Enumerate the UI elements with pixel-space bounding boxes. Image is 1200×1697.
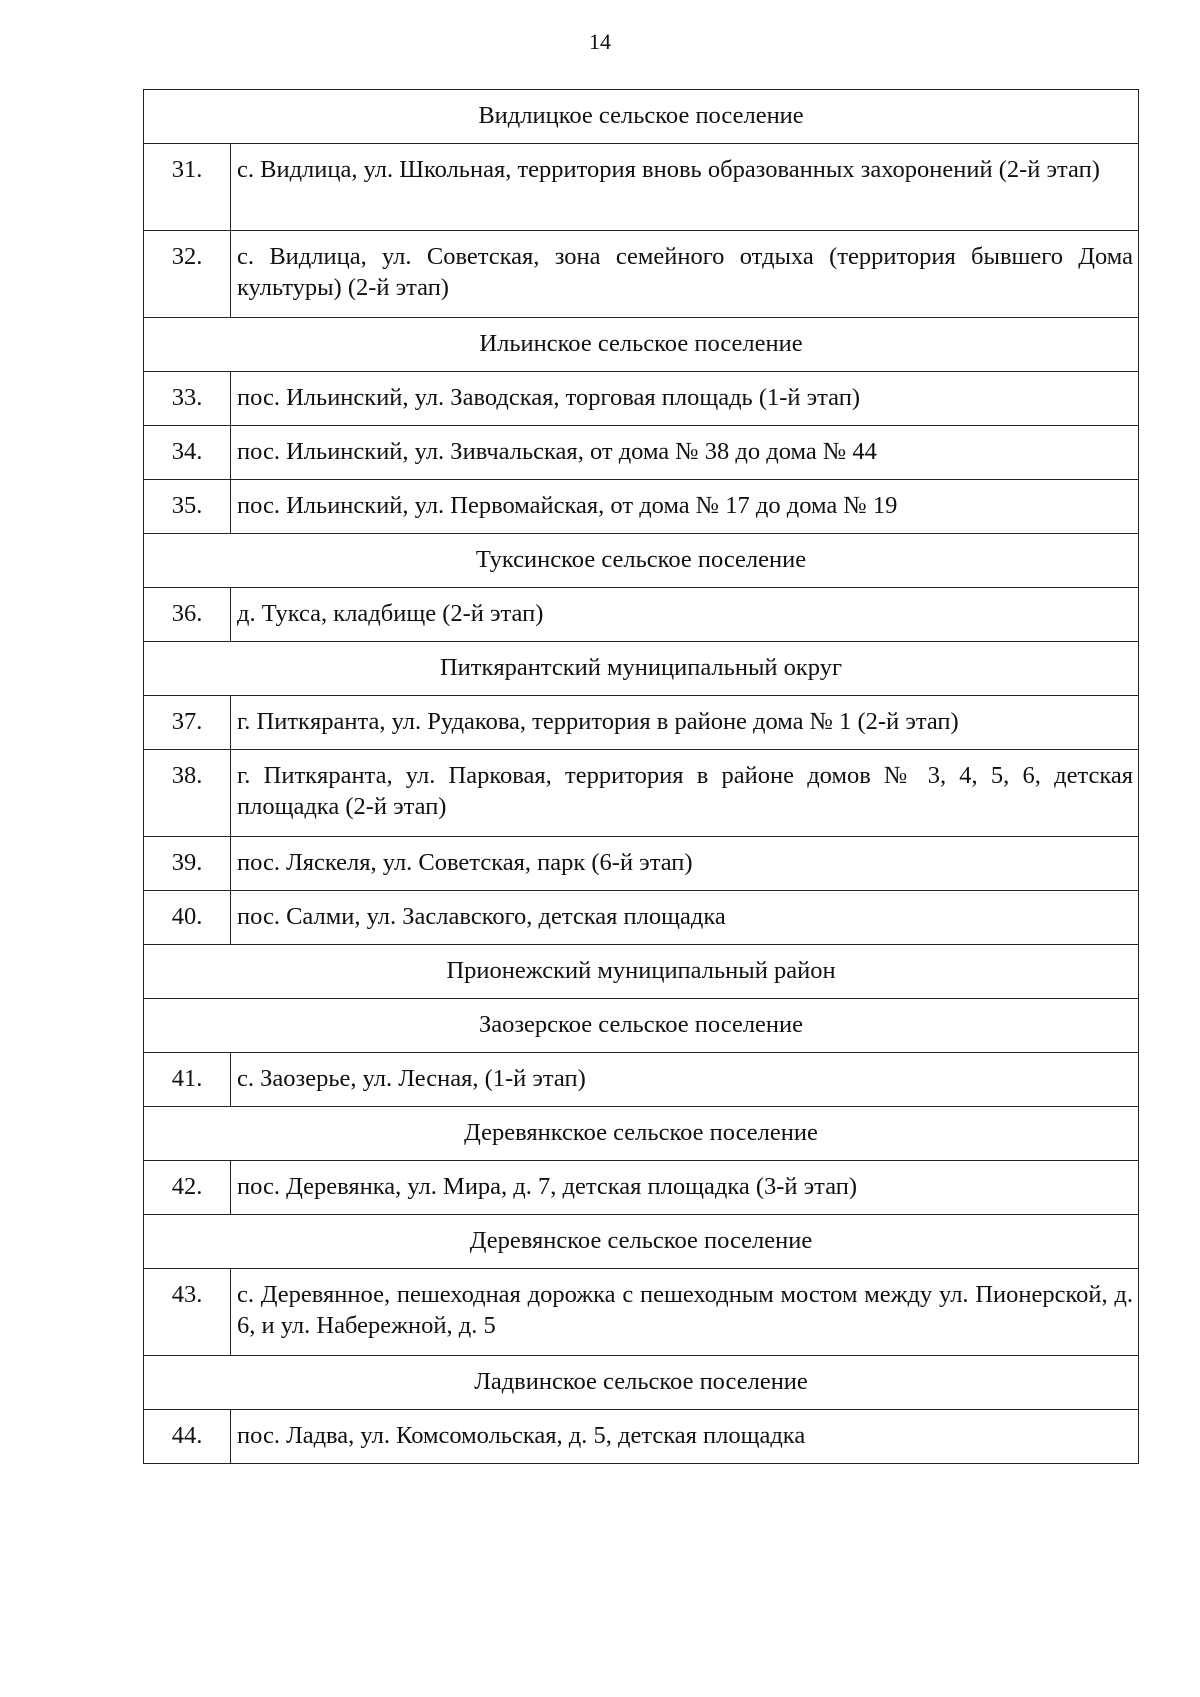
row-description: с. Заозерье, ул. Лесная, (1-й этап) bbox=[231, 1053, 1139, 1107]
row-number: 40. bbox=[144, 891, 231, 945]
table-row bbox=[144, 1161, 1139, 1215]
row-description: пос. Салми, ул. Заславского, детская площадка bbox=[231, 891, 1139, 945]
row-description: пос. Ляскеля, ул. Советская, парк (6-й этап) bbox=[231, 837, 1139, 891]
section-row bbox=[144, 90, 1139, 144]
table-row bbox=[144, 144, 1139, 231]
row-number: 33. bbox=[144, 372, 231, 426]
table-row bbox=[144, 1269, 1139, 1356]
row-number: 37. bbox=[144, 696, 231, 750]
table-row bbox=[144, 891, 1139, 945]
row-number: 41. bbox=[144, 1053, 231, 1107]
row-description: д. Тукса, кладбище (2-й этап) bbox=[231, 588, 1139, 642]
table-row bbox=[144, 1053, 1139, 1107]
row-description: пос. Ильинский, ул. Заводская, торговая площадь (1-й этап) bbox=[231, 372, 1139, 426]
row-number: 39. bbox=[144, 837, 231, 891]
table-row bbox=[144, 426, 1139, 480]
row-number: 42. bbox=[144, 1161, 231, 1215]
section-title: Питкярантский муниципальный округ bbox=[144, 642, 1139, 696]
table-row bbox=[144, 231, 1139, 318]
row-number: 36. bbox=[144, 588, 231, 642]
row-description: пос. Ильинский, ул. Первомайская, от дома № 17 до дома № 19 bbox=[231, 480, 1139, 534]
section-title: Деревянкское сельское поселение bbox=[144, 1107, 1139, 1161]
section-title: Видлицкое сельское поселение bbox=[144, 90, 1139, 144]
table-row bbox=[144, 1410, 1139, 1464]
row-number: 34. bbox=[144, 426, 231, 480]
section-row bbox=[144, 534, 1139, 588]
row-number: 38. bbox=[144, 750, 231, 837]
row-description: с. Деревянное, пешеходная дорожка с пешеходным мостом между ул. Пионерской, д. 6, и ул. Набережной, д. 5 bbox=[231, 1269, 1139, 1356]
section-title: Деревянское сельское поселение bbox=[144, 1215, 1139, 1269]
objects-table-body bbox=[144, 90, 1139, 1464]
section-title: Заозерское сельское поселение bbox=[144, 999, 1139, 1053]
table-row bbox=[144, 480, 1139, 534]
section-row bbox=[144, 642, 1139, 696]
objects-table bbox=[143, 89, 1139, 1464]
row-description: пос. Ильинский, ул. Зивчальская, от дома № 38 до дома № 44 bbox=[231, 426, 1139, 480]
section-row bbox=[144, 1215, 1139, 1269]
table-row bbox=[144, 588, 1139, 642]
table-row bbox=[144, 372, 1139, 426]
row-number: 35. bbox=[144, 480, 231, 534]
row-number: 32. bbox=[144, 231, 231, 318]
section-title: Туксинское сельское поселение bbox=[144, 534, 1139, 588]
row-description: пос. Деревянка, ул. Мира, д. 7, детская площадка (3-й этап) bbox=[231, 1161, 1139, 1215]
section-title: Прионежский муниципальный район bbox=[144, 945, 1139, 999]
section-row bbox=[144, 945, 1139, 999]
row-description: пос. Ладва, ул. Комсомольская, д. 5, детская площадка bbox=[231, 1410, 1139, 1464]
row-number: 31. bbox=[144, 144, 231, 231]
row-description: г. Питкяранта, ул. Рудакова, территория в районе дома № 1 (2-й этап) bbox=[231, 696, 1139, 750]
section-row bbox=[144, 999, 1139, 1053]
row-number: 43. bbox=[144, 1269, 231, 1356]
table-row bbox=[144, 837, 1139, 891]
section-title: Ладвинское сельское поселение bbox=[144, 1356, 1139, 1410]
section-row bbox=[144, 1107, 1139, 1161]
row-description: с. Видлица, ул. Школьная, территория вновь образованных захоронений (2-й этап) bbox=[231, 144, 1139, 231]
row-description: с. Видлица, ул. Советская, зона семейного отдыха (территория бывшего Дома культуры) (2-й этап) bbox=[231, 231, 1139, 318]
section-title: Ильинское сельское поселение bbox=[144, 318, 1139, 372]
table-row bbox=[144, 750, 1139, 837]
section-row bbox=[144, 318, 1139, 372]
row-number: 44. bbox=[144, 1410, 231, 1464]
table-row bbox=[144, 696, 1139, 750]
row-description: г. Питкяранта, ул. Парковая, территория в районе домов № 3, 4, 5, 6, детская площадка (2-й этап) bbox=[231, 750, 1139, 837]
page-number: 14 bbox=[589, 29, 611, 54]
section-row bbox=[144, 1356, 1139, 1410]
